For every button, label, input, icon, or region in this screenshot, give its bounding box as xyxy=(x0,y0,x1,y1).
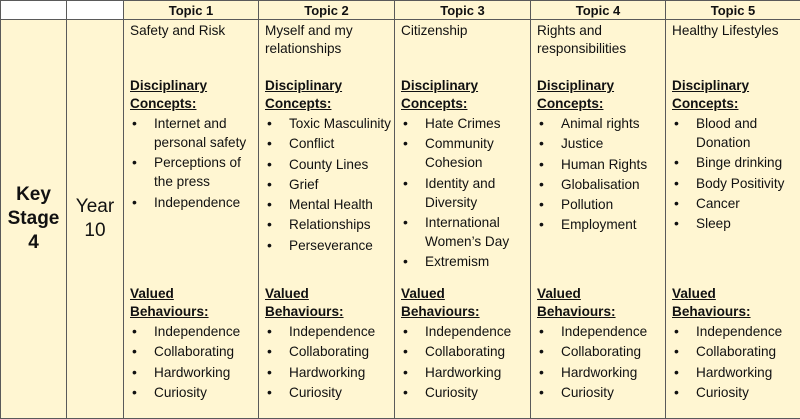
topic-content xyxy=(124,20,258,418)
key-stage-line: 4 xyxy=(1,231,66,255)
topic-content xyxy=(531,20,665,418)
behaviour-item: • Hardworking xyxy=(537,363,662,382)
disciplinary-label: Concepts: xyxy=(537,95,662,113)
behaviour-item: • Collaborating xyxy=(401,342,527,361)
topic-2-header: Topic 2 xyxy=(259,1,395,20)
behaviour-list xyxy=(401,322,527,402)
topic-4-header: Topic 4 xyxy=(531,1,666,20)
disciplinary-label: Disciplinary xyxy=(130,77,255,95)
disciplinary-concepts-section xyxy=(672,77,797,234)
blank-header-cell xyxy=(1,1,67,20)
valued-behaviours-label: Valued Behaviours: xyxy=(672,285,797,321)
concept-item: • Extremism xyxy=(401,252,527,271)
concept-item: • Community Cohesion xyxy=(401,134,527,172)
disciplinary-concepts-section xyxy=(265,77,391,256)
valued-behaviours-section xyxy=(672,285,797,403)
topic-content xyxy=(395,20,530,418)
behaviour-item: • Collaborating xyxy=(265,342,391,361)
concept-item: • Blood and Donation xyxy=(672,114,797,152)
disciplinary-label: Concepts: xyxy=(672,95,797,113)
behaviour-list xyxy=(130,322,255,402)
behaviour-item: • Independence xyxy=(672,322,797,341)
concept-item: • Employment xyxy=(537,215,662,234)
concept-item: • Justice xyxy=(537,134,662,153)
topic-3-cell xyxy=(395,20,531,419)
behaviour-list xyxy=(672,322,797,402)
concept-item: • Cancer xyxy=(672,194,797,213)
concept-list xyxy=(130,114,255,212)
valued-behaviours-label: Valued Behaviours: xyxy=(401,285,527,321)
topic-name-line: Myself and my xyxy=(265,22,390,40)
topic-content xyxy=(666,20,800,418)
behaviour-item: • Collaborating xyxy=(130,342,255,361)
key-stage-line: Key xyxy=(1,183,66,207)
disciplinary-label: Concepts: xyxy=(265,95,391,113)
disciplinary-label: Disciplinary xyxy=(401,77,527,95)
behaviour-item: • Hardworking xyxy=(130,363,255,382)
key-stage-line: Stage xyxy=(1,207,66,231)
disciplinary-concepts-section xyxy=(537,77,662,236)
disciplinary-label: Disciplinary xyxy=(537,77,662,95)
topic-content xyxy=(259,20,394,418)
year-line: Year xyxy=(67,195,123,219)
concept-item: • Sleep xyxy=(672,214,797,233)
topic-5-header: Topic 5 xyxy=(666,1,800,20)
behaviour-item: • Independence xyxy=(130,322,255,341)
concept-item: • Body Positivity xyxy=(672,174,797,193)
blank-header-cell xyxy=(67,1,124,20)
topic-name-line: relationships xyxy=(265,40,390,58)
topic-2-cell xyxy=(259,20,395,419)
concept-item: • Identity and Diversity xyxy=(401,174,527,212)
concept-item: • Internet and personal safety xyxy=(130,114,255,152)
behaviour-item: • Independence xyxy=(401,322,527,341)
disciplinary-concepts-section xyxy=(130,77,255,213)
concept-item: • Conflict xyxy=(265,134,391,153)
concept-item: • County Lines xyxy=(265,155,391,174)
concept-item: • Perceptions of the press xyxy=(130,153,255,191)
behaviour-item: • Curiosity xyxy=(537,383,662,402)
concept-item: • Toxic Masculinity xyxy=(265,114,391,133)
key-stage-cell xyxy=(1,20,67,419)
topic-name xyxy=(265,22,390,58)
disciplinary-concepts-section xyxy=(401,77,527,272)
behaviour-item: • Collaborating xyxy=(537,342,662,361)
valued-behaviours-section xyxy=(537,285,662,403)
concept-item: • Independence xyxy=(130,193,255,212)
concept-item: • Pollution xyxy=(537,195,662,214)
valued-behaviours-label: Valued Behaviours: xyxy=(537,285,662,321)
topic-name-line: Citizenship xyxy=(401,22,526,40)
concept-item: • Mental Health xyxy=(265,195,391,214)
topic-3-header: Topic 3 xyxy=(395,1,531,20)
concept-list xyxy=(265,114,391,255)
behaviour-list xyxy=(537,322,662,402)
behaviour-list xyxy=(265,322,391,402)
valued-behaviours-section xyxy=(401,285,527,403)
topic-name xyxy=(130,22,254,40)
concept-item: • Binge drinking xyxy=(672,153,797,172)
header-row xyxy=(1,1,800,20)
concept-item: • Animal rights xyxy=(537,114,662,133)
topic-name-line: Safety and Risk xyxy=(130,22,254,40)
behaviour-item: • Independence xyxy=(265,322,391,341)
concept-item: • Human Rights xyxy=(537,155,662,174)
topic-name xyxy=(672,22,796,40)
behaviour-item: • Collaborating xyxy=(672,342,797,361)
disciplinary-label: Disciplinary xyxy=(672,77,797,95)
topic-1-cell xyxy=(124,20,259,419)
disciplinary-label: Disciplinary xyxy=(265,77,391,95)
topic-name-line: Rights and xyxy=(537,22,661,40)
behaviour-item: • Independence xyxy=(537,322,662,341)
behaviour-item: • Curiosity xyxy=(401,383,527,402)
disciplinary-label: Concepts: xyxy=(401,95,527,113)
disciplinary-label: Concepts: xyxy=(130,95,255,113)
valued-behaviours-section xyxy=(265,285,391,403)
behaviour-item: • Curiosity xyxy=(130,383,255,402)
topic-5-cell xyxy=(666,20,800,419)
year-line: 10 xyxy=(67,219,123,243)
concept-item: • Hate Crimes xyxy=(401,114,527,133)
concept-list xyxy=(672,114,797,233)
concept-item: • Globalisation xyxy=(537,175,662,194)
behaviour-item: • Hardworking xyxy=(672,363,797,382)
body-row xyxy=(1,20,800,419)
behaviour-item: • Hardworking xyxy=(401,363,527,382)
year-cell xyxy=(67,20,124,419)
concept-item: • Relationships xyxy=(265,215,391,234)
behaviour-item: • Curiosity xyxy=(672,383,797,402)
concept-item: • Perseverance xyxy=(265,236,391,255)
valued-behaviours-section xyxy=(130,285,255,403)
topic-name-line: responsibilities xyxy=(537,40,661,58)
concept-list xyxy=(401,114,527,271)
topic-name xyxy=(401,22,526,40)
valued-behaviours-label: Valued Behaviours: xyxy=(265,285,391,321)
concept-item: • International Women’s Day xyxy=(401,213,527,251)
concept-list xyxy=(537,114,662,234)
valued-behaviours-label: Valued Behaviours: xyxy=(130,285,255,321)
topic-1-header: Topic 1 xyxy=(124,1,259,20)
topic-name xyxy=(537,22,661,58)
topic-name-line: Healthy Lifestyles xyxy=(672,22,796,40)
concept-item: • Grief xyxy=(265,175,391,194)
topic-4-cell xyxy=(531,20,666,419)
behaviour-item: • Hardworking xyxy=(265,363,391,382)
behaviour-item: • Curiosity xyxy=(265,383,391,402)
